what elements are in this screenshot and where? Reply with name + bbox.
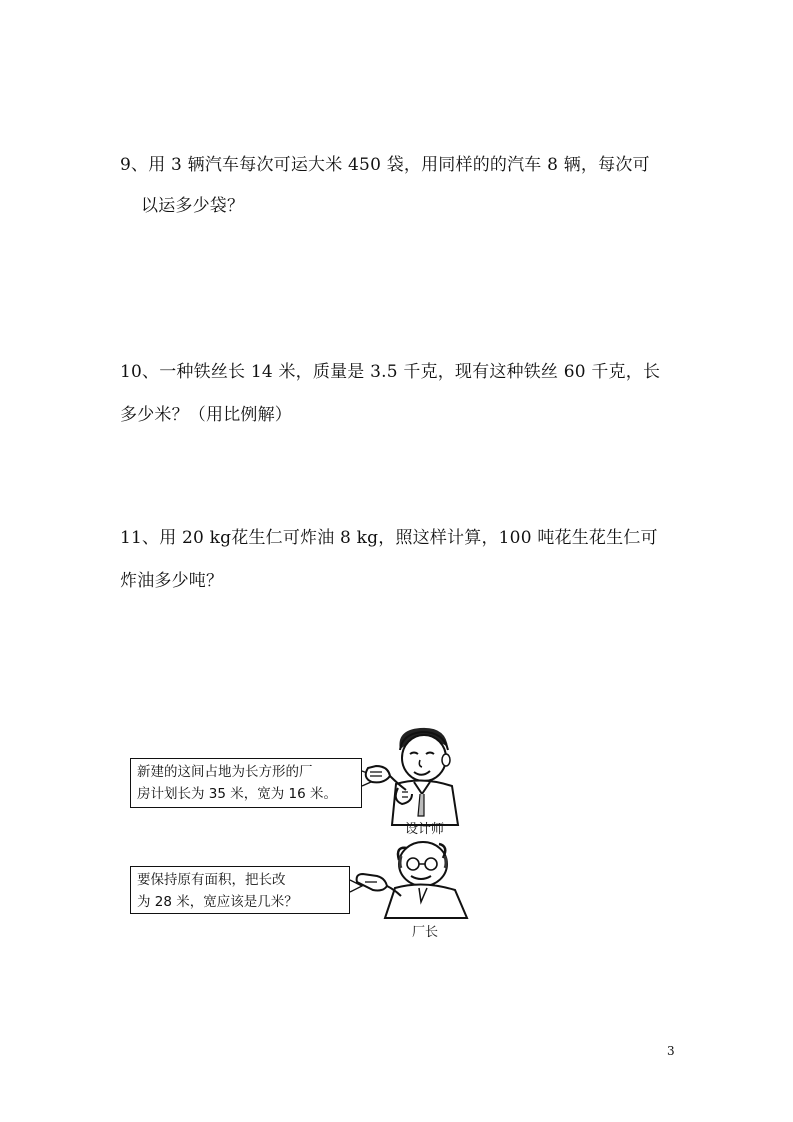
director-speech-line-2: 为 28 米，宽应该是几米？ bbox=[137, 894, 298, 910]
designer-speech-bubble bbox=[130, 758, 362, 808]
question-10-line-1: 10、一种铁丝长 14 米，质量是 3.5 千克，现有这种铁丝 60 千克，长 bbox=[120, 362, 661, 382]
question-11-line-2: 炸油多少吨？ bbox=[120, 571, 224, 591]
question-10-line-2: 多少米？（用比例解） bbox=[120, 405, 292, 425]
cartoon-old-man-icon bbox=[355, 838, 485, 918]
designer-caption: 设计师 bbox=[405, 822, 445, 837]
director-speech-bubble bbox=[130, 866, 350, 914]
page-number: 3 bbox=[667, 1044, 675, 1058]
director-speech-line-1: 要保持原有面积，把长改 bbox=[137, 872, 286, 888]
designer-speech-line-2: 房计划长为 35 米，宽为 16 米。 bbox=[137, 786, 338, 802]
question-11-line-1: 11、用 20 kg花生仁可炸油 8 kg，照这样计算，100 吨花生花生仁可 bbox=[120, 528, 658, 548]
cartoon-man-icon bbox=[362, 720, 482, 830]
question-9-line-1: 9、用 3 辆汽车每次可运大米 450 袋，用同样的的汽车 8 辆，每次可 bbox=[120, 155, 650, 175]
director-caption: 厂长 bbox=[412, 925, 439, 940]
question-9-line-2: 以运多少袋？ bbox=[141, 196, 245, 216]
designer-speech-line-1: 新建的这间占地为长方形的厂 bbox=[137, 764, 313, 780]
